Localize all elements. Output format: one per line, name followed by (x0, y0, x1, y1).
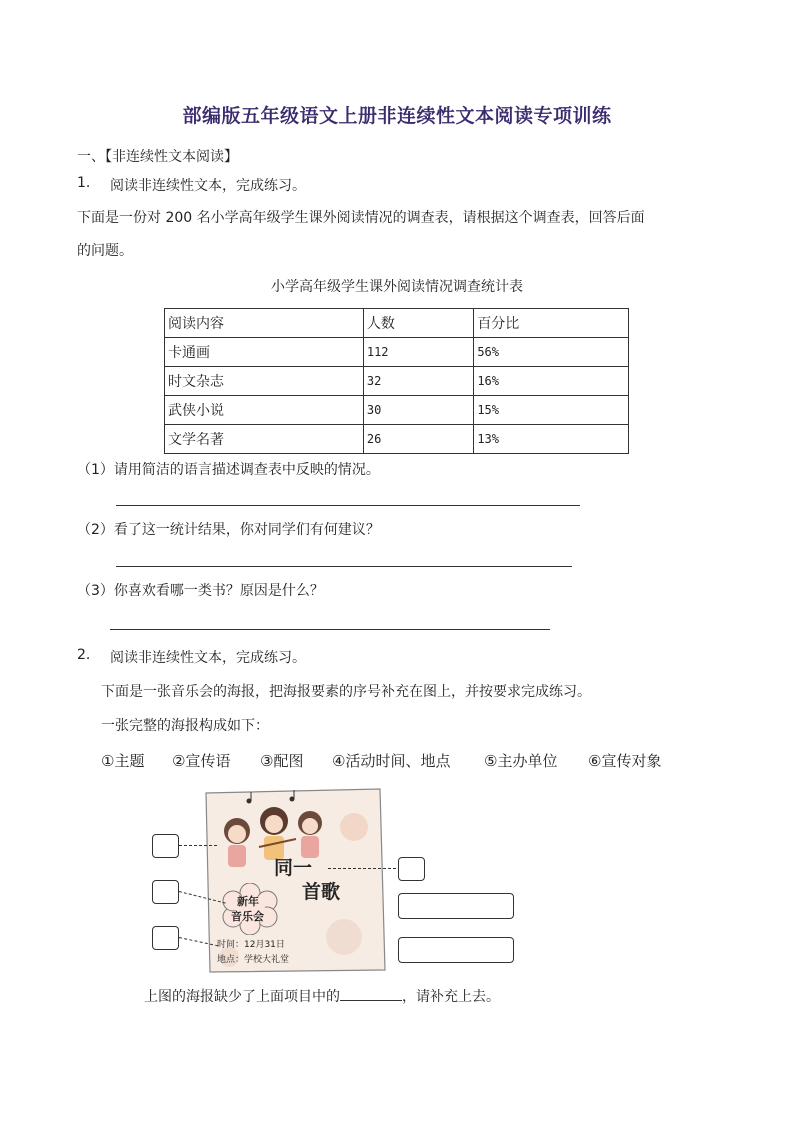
missing-item-suffix: ，请补充上去。 (402, 989, 500, 1005)
poster-slogan-cont: 首歌 (302, 881, 341, 903)
poster-element-4: ④活动时间、地点 (332, 752, 451, 770)
table-header: 人数 (363, 309, 473, 338)
table-header-row (165, 309, 629, 338)
label-box-left-3[interactable] (152, 926, 179, 950)
label-box-right-1[interactable] (398, 857, 425, 881)
table-cell: 30 (363, 396, 473, 425)
table-row (165, 367, 629, 396)
label-box-left-2[interactable] (152, 880, 179, 904)
table-cell: 56% (474, 338, 629, 367)
table-cell: 112 (363, 338, 473, 367)
table-cell: 32 (363, 367, 473, 396)
table-cell: 26 (363, 425, 473, 454)
table-caption: 小学高年级学生课外阅读情况调查统计表 (271, 279, 523, 295)
table-header: 百分比 (474, 309, 629, 338)
label-box-left-1[interactable] (152, 834, 179, 858)
missing-item-prompt (144, 986, 500, 1006)
poster-event-name-cont: 音乐会 (231, 910, 264, 923)
missing-item-prefix: 上图的海报缺少了上面项目中的 (144, 989, 340, 1005)
poster-element-5: ⑤主办单位 (484, 752, 558, 770)
question-1-intro: 下面是一份对 200 名小学高年级学生课外阅读情况的调查表，请根据这个调查表，回答后面 (77, 210, 645, 226)
poster-element-6: ⑥宣传对象 (588, 752, 662, 770)
answer-box-right-2[interactable] (398, 937, 514, 963)
page-title: 部编版五年级语文上册非连续性文本阅读专项训练 (182, 105, 612, 127)
table-cell: 15% (474, 396, 629, 425)
answer-line-2[interactable] (116, 566, 572, 567)
survey-table (164, 308, 629, 454)
answer-line-3[interactable] (110, 629, 550, 630)
answer-line-1[interactable] (116, 505, 580, 506)
sub-question-3: （3）你喜欢看哪一类书？原因是什么？ (77, 583, 324, 599)
connector-left-1 (179, 845, 217, 846)
table-cell: 13% (474, 425, 629, 454)
answer-box-right-1[interactable] (398, 893, 514, 919)
table-cell: 卡通画 (165, 338, 364, 367)
poster-time: 时间：12月31日 (217, 940, 285, 950)
poster-place: 地点：学校大礼堂 (217, 955, 290, 965)
question-1-prompt: 阅读非连续性文本，完成练习。 (110, 178, 306, 194)
question-2-number: 2. (77, 647, 91, 663)
table-cell: 文学名著 (165, 425, 364, 454)
missing-item-blank[interactable] (340, 986, 402, 1001)
question-2-intro: 下面是一张音乐会的海报，把海报要素的序号补充在图上，并按要求完成练习。 (101, 684, 591, 700)
poster-image (204, 787, 386, 973)
table-cell: 武侠小说 (165, 396, 364, 425)
poster-event-name: 新年 (237, 895, 259, 908)
poster-composition-label: 一张完整的海报构成如下： (101, 718, 269, 734)
poster-slogan: 同一 (274, 857, 313, 879)
table-row (165, 425, 629, 454)
section-heading: 一、【非连续性文本阅读】 (77, 149, 238, 165)
sub-question-1: （1）请用简洁的语言描述调查表中反映的情况。 (77, 462, 380, 478)
table-cell: 16% (474, 367, 629, 396)
table-row (165, 338, 629, 367)
connector-right-1 (328, 868, 396, 869)
table-row (165, 396, 629, 425)
question-1-number: 1. (77, 175, 91, 191)
table-header: 阅读内容 (165, 309, 364, 338)
poster-element-1: ①主题 (101, 752, 145, 770)
question-1-intro-cont: 的问题。 (77, 243, 133, 259)
question-2-prompt: 阅读非连续性文本，完成练习。 (110, 650, 306, 666)
poster-element-3: ③配图 (260, 752, 304, 770)
table-cell: 时文杂志 (165, 367, 364, 396)
sub-question-2: （2）看了这一统计结果，你对同学们有何建议？ (77, 522, 380, 538)
poster-element-2: ②宣传语 (172, 752, 231, 770)
